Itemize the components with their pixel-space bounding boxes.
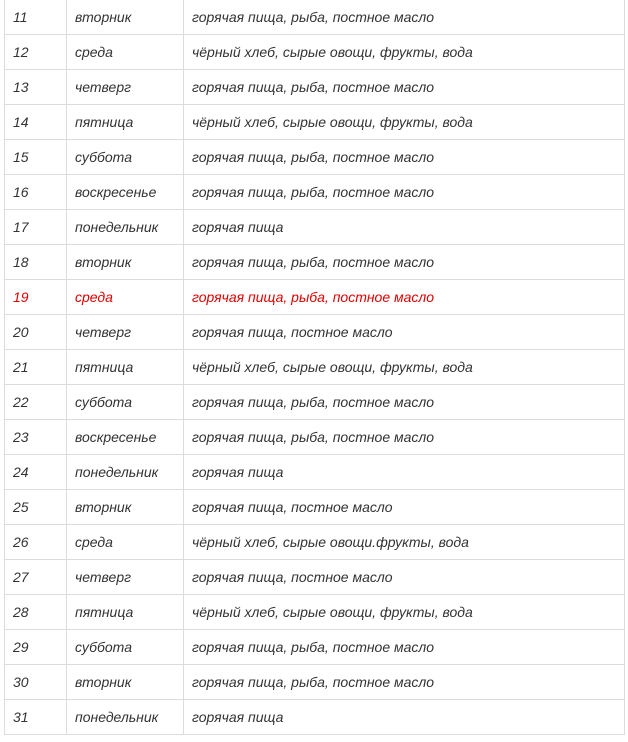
food-cell: горячая пища, рыба, постное масло (184, 140, 625, 175)
table-row (5, 245, 625, 280)
food-cell: горячая пища, рыба, постное масло (184, 630, 625, 665)
weekday-cell: суббота (67, 140, 184, 175)
food-cell: горячая пища (184, 210, 625, 245)
food-cell: горячая пища, рыба, постное масло (184, 420, 625, 455)
weekday-cell: понедельник (67, 210, 184, 245)
table-row (5, 595, 625, 630)
food-cell: чёрный хлеб, сырые овощи, фрукты, вода (184, 595, 625, 630)
food-cell: горячая пища, рыба, постное масло (184, 665, 625, 700)
day-number-cell: 25 (5, 490, 67, 525)
weekday-cell: вторник (67, 665, 184, 700)
weekday-cell: четверг (67, 70, 184, 105)
table-row (5, 420, 625, 455)
weekday-cell: суббота (67, 385, 184, 420)
day-number-cell: 19 (5, 280, 67, 315)
table-row (5, 0, 625, 35)
food-cell: горячая пища, рыба, постное масло (184, 385, 625, 420)
table-row (5, 350, 625, 385)
weekday-cell: понедельник (67, 700, 184, 735)
weekday-cell: вторник (67, 0, 184, 35)
table-row (5, 490, 625, 525)
day-number-cell: 31 (5, 700, 67, 735)
day-number-cell: 18 (5, 245, 67, 280)
day-number-cell: 12 (5, 35, 67, 70)
table-row (5, 280, 625, 315)
day-number-cell: 16 (5, 175, 67, 210)
food-cell: чёрный хлеб, сырые овощи.фрукты, вода (184, 525, 625, 560)
weekday-cell: среда (67, 280, 184, 315)
weekday-cell: среда (67, 35, 184, 70)
fasting-calendar (4, 0, 624, 735)
table-row (5, 385, 625, 420)
table-row (5, 560, 625, 595)
day-number-cell: 11 (5, 0, 67, 35)
day-number-cell: 26 (5, 525, 67, 560)
food-cell: горячая пища, рыба, постное масло (184, 0, 625, 35)
day-number-cell: 27 (5, 560, 67, 595)
day-number-cell: 20 (5, 315, 67, 350)
food-cell: чёрный хлеб, сырые овощи, фрукты, вода (184, 105, 625, 140)
weekday-cell: пятница (67, 595, 184, 630)
food-cell: горячая пища, постное масло (184, 315, 625, 350)
weekday-cell: четверг (67, 315, 184, 350)
table-row (5, 175, 625, 210)
table-row (5, 70, 625, 105)
day-number-cell: 30 (5, 665, 67, 700)
weekday-cell: воскресенье (67, 420, 184, 455)
food-cell: горячая пища (184, 455, 625, 490)
day-number-cell: 15 (5, 140, 67, 175)
table-row (5, 455, 625, 490)
day-number-cell: 17 (5, 210, 67, 245)
day-number-cell: 13 (5, 70, 67, 105)
food-cell: горячая пища, рыба, постное масло (184, 175, 625, 210)
table-row (5, 315, 625, 350)
weekday-cell: четверг (67, 560, 184, 595)
table-row (5, 105, 625, 140)
day-number-cell: 14 (5, 105, 67, 140)
food-cell: горячая пища (184, 700, 625, 735)
food-cell: горячая пища, рыба, постное масло (184, 280, 625, 315)
table-row (5, 140, 625, 175)
weekday-cell: суббота (67, 630, 184, 665)
weekday-cell: пятница (67, 105, 184, 140)
weekday-cell: вторник (67, 245, 184, 280)
day-number-cell: 22 (5, 385, 67, 420)
day-number-cell: 28 (5, 595, 67, 630)
food-cell: чёрный хлеб, сырые овощи, фрукты, вода (184, 350, 625, 385)
table-body (5, 0, 625, 735)
table-row (5, 210, 625, 245)
day-number-cell: 24 (5, 455, 67, 490)
food-cell: горячая пища, постное масло (184, 490, 625, 525)
table-row (5, 700, 625, 735)
weekday-cell: среда (67, 525, 184, 560)
weekday-cell: понедельник (67, 455, 184, 490)
food-cell: горячая пища, рыба, постное масло (184, 70, 625, 105)
weekday-cell: пятница (67, 350, 184, 385)
food-cell: горячая пища, постное масло (184, 560, 625, 595)
weekday-cell: вторник (67, 490, 184, 525)
day-number-cell: 23 (5, 420, 67, 455)
fasting-table (4, 0, 625, 735)
food-cell: чёрный хлеб, сырые овощи, фрукты, вода (184, 35, 625, 70)
table-row (5, 630, 625, 665)
day-number-cell: 29 (5, 630, 67, 665)
weekday-cell: воскресенье (67, 175, 184, 210)
table-row (5, 35, 625, 70)
day-number-cell: 21 (5, 350, 67, 385)
food-cell: горячая пища, рыба, постное масло (184, 245, 625, 280)
table-row (5, 525, 625, 560)
table-row (5, 665, 625, 700)
